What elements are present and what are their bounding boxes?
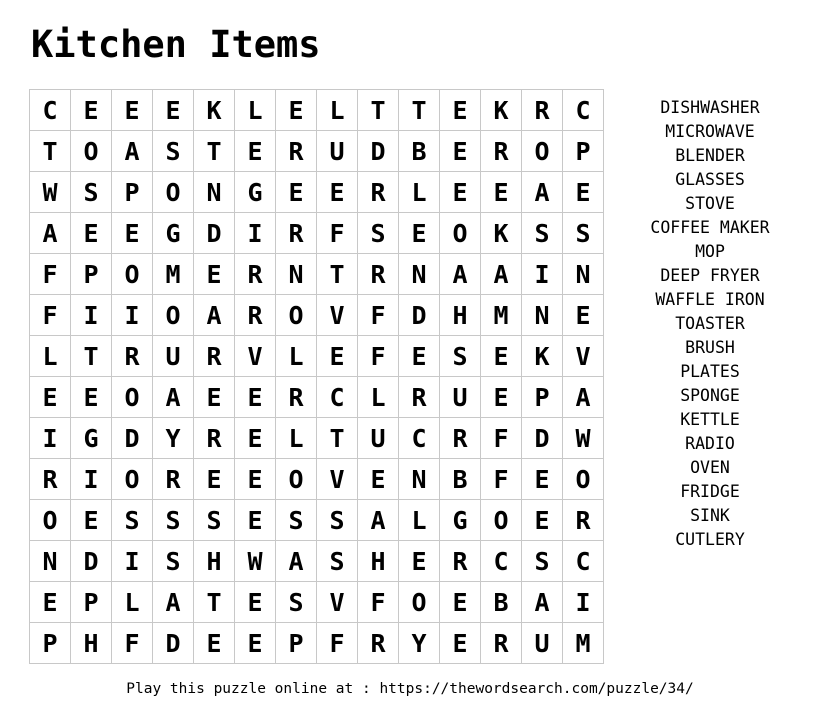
grid-cell[interactable]: E (235, 459, 276, 500)
grid-cell[interactable]: E (71, 213, 112, 254)
grid-cell[interactable]: L (317, 90, 358, 131)
grid-cell[interactable]: E (194, 459, 235, 500)
grid-cell[interactable]: L (276, 336, 317, 377)
grid-cell[interactable]: O (481, 500, 522, 541)
grid-cell[interactable]: A (153, 377, 194, 418)
grid-cell[interactable]: I (112, 541, 153, 582)
grid-cell[interactable]: U (440, 377, 481, 418)
grid-cell[interactable]: K (522, 336, 563, 377)
grid-cell[interactable]: H (440, 295, 481, 336)
grid-cell[interactable]: V (235, 336, 276, 377)
grid-cell[interactable]: G (440, 500, 481, 541)
grid-cell[interactable]: R (235, 254, 276, 295)
grid-cell[interactable]: P (522, 377, 563, 418)
grid-cell[interactable]: N (276, 254, 317, 295)
word-list-item: WAFFLE IRON (655, 290, 765, 309)
grid-cell[interactable]: A (112, 131, 153, 172)
grid-cell[interactable]: E (563, 172, 604, 213)
grid-cell[interactable]: D (194, 213, 235, 254)
grid-cell[interactable]: D (71, 541, 112, 582)
grid-cell[interactable]: W (30, 172, 71, 213)
word-list-item: BRUSH (685, 338, 735, 357)
grid-cell[interactable]: L (358, 377, 399, 418)
grid-cell[interactable]: K (481, 213, 522, 254)
grid-cell[interactable]: E (522, 459, 563, 500)
grid-cell[interactable]: R (276, 213, 317, 254)
grid-cell[interactable]: E (71, 90, 112, 131)
word-list-item: RADIO (685, 434, 735, 453)
grid-cell[interactable]: L (30, 336, 71, 377)
grid-cell[interactable]: E (235, 418, 276, 459)
grid-cell[interactable]: N (30, 541, 71, 582)
word-list-item: OVEN (690, 458, 730, 477)
grid-cell[interactable]: K (194, 90, 235, 131)
grid-cell[interactable]: U (153, 336, 194, 377)
grid-cell[interactable]: G (235, 172, 276, 213)
grid-cell[interactable]: V (317, 582, 358, 623)
grid-cell[interactable]: S (276, 500, 317, 541)
puzzle-title: Kitchen Items (31, 23, 321, 66)
grid-cell[interactable]: V (317, 459, 358, 500)
grid-cell[interactable]: E (112, 90, 153, 131)
word-list-item: BLENDER (675, 146, 745, 165)
grid-cell[interactable]: R (276, 377, 317, 418)
grid-cell[interactable]: H (71, 623, 112, 664)
grid-row (30, 213, 604, 254)
grid-cell[interactable]: R (399, 377, 440, 418)
grid-cell[interactable]: E (440, 131, 481, 172)
grid-cell[interactable]: W (235, 541, 276, 582)
grid-cell[interactable]: R (440, 541, 481, 582)
word-list-item: DISHWASHER (660, 98, 760, 117)
grid-cell[interactable]: V (563, 336, 604, 377)
grid-cell[interactable]: S (112, 500, 153, 541)
grid-cell[interactable]: E (276, 172, 317, 213)
letter-grid (29, 89, 604, 664)
grid-cell[interactable]: A (522, 582, 563, 623)
grid-cell[interactable]: T (194, 582, 235, 623)
grid-cell[interactable]: B (440, 459, 481, 500)
grid-cell[interactable]: E (440, 90, 481, 131)
grid-cell[interactable]: S (563, 213, 604, 254)
grid-cell[interactable]: N (399, 459, 440, 500)
word-list (630, 96, 790, 552)
grid-cell[interactable]: C (481, 541, 522, 582)
grid-cell[interactable]: R (522, 90, 563, 131)
grid-cell[interactable]: U (522, 623, 563, 664)
word-list-item: KETTLE (680, 410, 740, 429)
word-list-item: GLASSES (675, 170, 745, 189)
grid-cell[interactable]: E (30, 377, 71, 418)
grid-cell[interactable]: E (235, 500, 276, 541)
grid-cell[interactable]: P (30, 623, 71, 664)
grid-cell[interactable]: Y (153, 418, 194, 459)
grid-cell[interactable]: L (399, 172, 440, 213)
grid-cell[interactable]: R (358, 254, 399, 295)
grid-cell[interactable]: E (194, 377, 235, 418)
grid-cell[interactable]: E (440, 582, 481, 623)
grid-cell[interactable]: I (30, 418, 71, 459)
grid-cell[interactable]: F (481, 418, 522, 459)
grid-cell[interactable]: E (235, 377, 276, 418)
grid-cell[interactable]: O (276, 459, 317, 500)
word-list-item: CUTLERY (675, 530, 745, 549)
grid-cell[interactable]: E (235, 131, 276, 172)
grid-cell[interactable]: I (563, 582, 604, 623)
word-list-item: SINK (690, 506, 730, 525)
grid-cell[interactable]: E (522, 500, 563, 541)
grid-cell[interactable]: L (399, 500, 440, 541)
grid-cell[interactable]: R (563, 500, 604, 541)
grid-row (30, 418, 604, 459)
grid-row (30, 172, 604, 213)
grid-cell[interactable]: T (317, 254, 358, 295)
grid-cell[interactable]: P (276, 623, 317, 664)
grid-cell[interactable]: B (481, 582, 522, 623)
grid-cell[interactable]: E (276, 90, 317, 131)
word-list-item: MOP (695, 242, 725, 261)
grid-cell[interactable]: O (112, 254, 153, 295)
grid-cell[interactable]: L (235, 90, 276, 131)
grid-cell[interactable]: P (71, 582, 112, 623)
grid-cell[interactable]: D (153, 623, 194, 664)
grid-cell[interactable]: A (522, 172, 563, 213)
grid-cell[interactable]: A (194, 295, 235, 336)
grid-cell[interactable]: A (276, 541, 317, 582)
grid-cell[interactable]: E (153, 90, 194, 131)
grid-cell[interactable]: I (71, 295, 112, 336)
grid-cell[interactable]: T (317, 418, 358, 459)
grid-cell[interactable]: E (399, 541, 440, 582)
grid-cell[interactable]: N (399, 254, 440, 295)
grid-cell[interactable]: E (235, 582, 276, 623)
grid-cell[interactable]: F (30, 254, 71, 295)
grid-cell[interactable]: I (112, 295, 153, 336)
grid-cell[interactable]: E (30, 582, 71, 623)
grid-cell[interactable]: E (481, 336, 522, 377)
grid-cell[interactable]: A (358, 500, 399, 541)
grid-row (30, 254, 604, 295)
grid-cell[interactable]: R (30, 459, 71, 500)
grid-cell[interactable]: N (522, 295, 563, 336)
grid-cell[interactable]: I (522, 254, 563, 295)
grid-cell[interactable]: M (481, 295, 522, 336)
word-list-item: SPONGE (680, 386, 740, 405)
grid-cell[interactable]: O (276, 295, 317, 336)
grid-cell[interactable]: B (399, 131, 440, 172)
grid-cell[interactable]: A (481, 254, 522, 295)
grid-cell[interactable]: S (358, 213, 399, 254)
grid-cell[interactable]: M (153, 254, 194, 295)
footer-link-text: Play this puzzle online at : https://thewordsearch.com/puzzle/34/ (126, 681, 694, 697)
grid-cell[interactable]: S (276, 582, 317, 623)
grid-cell[interactable]: S (317, 500, 358, 541)
grid-cell[interactable]: F (317, 213, 358, 254)
grid-cell[interactable]: S (317, 541, 358, 582)
grid-cell[interactable]: E (317, 172, 358, 213)
grid-cell[interactable]: E (440, 623, 481, 664)
grid-cell[interactable]: S (71, 172, 112, 213)
grid-cell[interactable]: E (71, 377, 112, 418)
grid-cell[interactable]: S (194, 500, 235, 541)
grid-cell[interactable]: R (276, 131, 317, 172)
grid-cell[interactable]: L (276, 418, 317, 459)
grid-row (30, 336, 604, 377)
grid-cell[interactable]: V (317, 295, 358, 336)
word-list-item: STOVE (685, 194, 735, 213)
grid-cell[interactable]: T (358, 90, 399, 131)
grid-cell[interactable]: R (440, 418, 481, 459)
grid-cell[interactable]: A (563, 377, 604, 418)
grid-cell[interactable]: E (440, 172, 481, 213)
grid-row (30, 90, 604, 131)
grid-cell[interactable]: H (194, 541, 235, 582)
grid-cell[interactable]: A (153, 582, 194, 623)
grid-cell[interactable]: R (481, 623, 522, 664)
grid-cell[interactable]: O (112, 377, 153, 418)
grid-row (30, 582, 604, 623)
grid-cell[interactable]: E (399, 336, 440, 377)
grid-cell[interactable]: G (153, 213, 194, 254)
grid-cell[interactable]: D (358, 131, 399, 172)
grid-cell[interactable]: C (30, 90, 71, 131)
grid-cell[interactable]: F (317, 623, 358, 664)
grid-cell[interactable]: E (399, 213, 440, 254)
grid-cell[interactable]: P (112, 172, 153, 213)
grid-cell[interactable]: O (440, 213, 481, 254)
grid-cell[interactable]: D (522, 418, 563, 459)
grid-cell[interactable]: F (358, 336, 399, 377)
grid-cell[interactable]: I (235, 213, 276, 254)
grid-cell[interactable]: T (71, 336, 112, 377)
grid-cell[interactable]: R (194, 336, 235, 377)
grid-row (30, 459, 604, 500)
word-list-item: PLATES (680, 362, 740, 381)
grid-cell[interactable]: E (481, 377, 522, 418)
grid-cell[interactable]: R (235, 295, 276, 336)
grid-cell[interactable]: A (30, 213, 71, 254)
grid-cell[interactable]: E (235, 623, 276, 664)
word-list-item: COFFEE MAKER (650, 218, 770, 237)
grid-cell[interactable]: E (194, 623, 235, 664)
grid-cell[interactable]: F (112, 623, 153, 664)
grid-cell[interactable]: S (153, 541, 194, 582)
grid-cell[interactable]: U (358, 418, 399, 459)
grid-cell[interactable]: R (194, 418, 235, 459)
grid-cell[interactable]: S (522, 213, 563, 254)
grid-cell[interactable]: Y (399, 623, 440, 664)
grid-cell[interactable]: E (317, 336, 358, 377)
grid-cell[interactable]: F (481, 459, 522, 500)
grid-cell[interactable]: S (522, 541, 563, 582)
grid-cell[interactable]: T (399, 90, 440, 131)
grid-cell[interactable]: O (153, 295, 194, 336)
grid-cell[interactable]: R (481, 131, 522, 172)
grid-cell[interactable]: P (71, 254, 112, 295)
grid-cell[interactable]: R (358, 623, 399, 664)
grid-cell[interactable]: G (71, 418, 112, 459)
grid-cell[interactable]: F (358, 295, 399, 336)
grid-cell[interactable]: O (153, 172, 194, 213)
word-list-item: DEEP FRYER (660, 266, 760, 285)
grid-cell[interactable]: N (194, 172, 235, 213)
grid-row (30, 500, 604, 541)
grid-cell[interactable]: S (440, 336, 481, 377)
grid-cell[interactable]: C (317, 377, 358, 418)
word-list-item: MICROWAVE (665, 122, 755, 141)
grid-cell[interactable]: S (153, 500, 194, 541)
grid-cell[interactable]: N (563, 254, 604, 295)
grid-cell[interactable]: E (358, 459, 399, 500)
grid-cell[interactable]: E (481, 172, 522, 213)
grid-cell[interactable]: R (112, 336, 153, 377)
word-list-item: FRIDGE (680, 482, 740, 501)
grid-cell[interactable]: F (358, 582, 399, 623)
grid-cell[interactable]: E (71, 500, 112, 541)
grid-row (30, 623, 604, 664)
grid-cell[interactable]: F (30, 295, 71, 336)
grid-cell[interactable]: W (563, 418, 604, 459)
grid-cell[interactable]: O (71, 131, 112, 172)
grid-cell[interactable]: T (194, 131, 235, 172)
grid-cell[interactable]: U (317, 131, 358, 172)
grid-row (30, 131, 604, 172)
grid-cell[interactable]: P (563, 131, 604, 172)
grid-cell[interactable]: E (112, 213, 153, 254)
grid-cell[interactable]: C (399, 418, 440, 459)
grid-cell[interactable]: T (30, 131, 71, 172)
grid-cell[interactable]: O (563, 459, 604, 500)
grid-cell[interactable]: C (563, 541, 604, 582)
grid-cell[interactable]: E (194, 254, 235, 295)
grid-cell[interactable]: O (112, 459, 153, 500)
grid-cell[interactable]: D (399, 295, 440, 336)
grid-cell[interactable]: O (522, 131, 563, 172)
grid-row (30, 541, 604, 582)
grid-cell[interactable]: O (399, 582, 440, 623)
grid-cell[interactable]: A (440, 254, 481, 295)
grid-cell[interactable]: K (481, 90, 522, 131)
grid-cell[interactable]: M (563, 623, 604, 664)
grid-cell[interactable]: L (112, 582, 153, 623)
grid-cell[interactable]: H (358, 541, 399, 582)
grid-cell[interactable]: C (563, 90, 604, 131)
grid-row (30, 295, 604, 336)
grid-cell[interactable]: R (153, 459, 194, 500)
letter-grid-body (30, 90, 604, 664)
grid-cell[interactable]: O (30, 500, 71, 541)
grid-row (30, 377, 604, 418)
grid-cell[interactable]: S (153, 131, 194, 172)
grid-cell[interactable]: D (112, 418, 153, 459)
grid-cell[interactable]: I (71, 459, 112, 500)
grid-cell[interactable]: R (358, 172, 399, 213)
word-list-item: TOASTER (675, 314, 745, 333)
grid-cell[interactable]: E (563, 295, 604, 336)
